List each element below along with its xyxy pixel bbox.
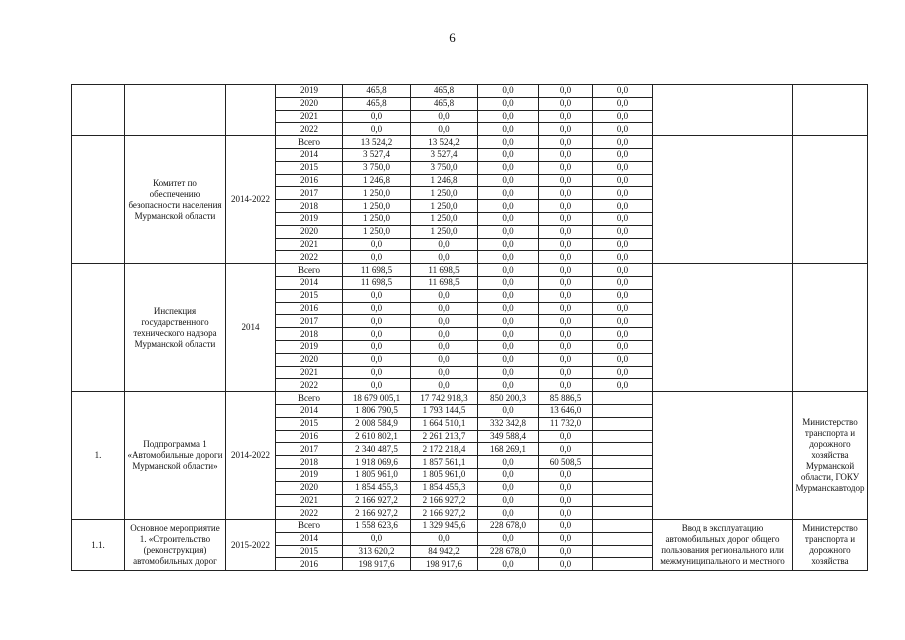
value-cell: 13 524,2 (411, 136, 478, 149)
year-cell: 2019 (276, 212, 343, 225)
value-cell: 0,0 (593, 174, 653, 187)
value-cell: 0,0 (539, 520, 593, 533)
value-cell: 0,0 (343, 379, 411, 392)
value-cell: 1 854 455,3 (411, 481, 478, 494)
value-cell: 0,0 (478, 494, 539, 507)
year-cell: 2020 (276, 97, 343, 110)
year-cell: 2020 (276, 225, 343, 238)
value-cell: 0,0 (343, 238, 411, 251)
year-cell: 2014 (276, 532, 343, 545)
value-cell: 0,0 (539, 251, 593, 264)
year-cell: 2015 (276, 289, 343, 302)
period: 2014-2022 (226, 392, 276, 520)
value-cell: 17 742 918,3 (411, 392, 478, 405)
year-cell: 2014 (276, 148, 343, 161)
value-cell: 0,0 (539, 289, 593, 302)
page-number: 6 (449, 30, 456, 45)
value-cell: 0,0 (593, 276, 653, 289)
table-row (72, 85, 868, 98)
executor-cell: Министерство транспорта и дорожного хозяйства (793, 520, 868, 571)
value-cell: 1 806 790,5 (343, 404, 411, 417)
period (226, 85, 276, 136)
value-cell: 11 698,5 (411, 276, 478, 289)
value-cell: 1 857 561,1 (411, 456, 478, 469)
value-cell: 1 250,0 (411, 200, 478, 213)
value-cell: 0,0 (411, 289, 478, 302)
value-cell: 2 166 927,2 (343, 507, 411, 520)
goal-cell: Ввод в эксплуатацию автомобильных дорог общего пользования регионального или межмуниципального и местного (653, 520, 793, 571)
value-cell: 0,0 (478, 110, 539, 123)
goal-cell (653, 136, 793, 264)
value-cell: 1 246,8 (411, 174, 478, 187)
period: 2014-2022 (226, 136, 276, 264)
value-cell (593, 468, 653, 481)
value-cell: 465,8 (343, 85, 411, 98)
value-cell: 1 793 144,5 (411, 404, 478, 417)
value-cell: 228 678,0 (478, 545, 539, 558)
value-cell: 0,0 (593, 97, 653, 110)
year-cell: 2016 (276, 302, 343, 315)
value-cell: 168 269,1 (478, 443, 539, 456)
value-cell: 0,0 (593, 187, 653, 200)
year-cell: 2018 (276, 200, 343, 213)
executor-cell (793, 85, 868, 136)
value-cell (593, 520, 653, 533)
value-cell: 1 664 510,1 (411, 417, 478, 430)
year-cell: 2022 (276, 251, 343, 264)
executor-cell: Министерство транспорта и дорожного хозяйства Мурманской области, ГОКУ Мурманскавтодор (793, 392, 868, 520)
value-cell: 1 805 961,0 (343, 468, 411, 481)
value-cell: 0,0 (593, 148, 653, 161)
program-name: Основное мероприятие 1. «Строительство (реконструкция) автомобильных дорог (125, 520, 226, 571)
value-cell: 0,0 (593, 302, 653, 315)
value-cell: 0,0 (343, 340, 411, 353)
value-cell: 0,0 (593, 379, 653, 392)
value-cell: 0,0 (478, 468, 539, 481)
program-name: Комитет по обеспечению безопасности населения Мурманской области (125, 136, 226, 264)
value-cell: 0,0 (411, 328, 478, 341)
value-cell: 0,0 (539, 110, 593, 123)
value-cell: 0,0 (478, 289, 539, 302)
value-cell: 0,0 (593, 225, 653, 238)
budget-table (71, 84, 868, 571)
year-cell: 2020 (276, 481, 343, 494)
row-number (72, 85, 125, 136)
value-cell: 313 620,2 (343, 545, 411, 558)
value-cell: 0,0 (539, 174, 593, 187)
executor-cell (793, 264, 868, 392)
value-cell: 0,0 (411, 340, 478, 353)
table-row (72, 264, 868, 277)
value-cell: 0,0 (478, 481, 539, 494)
value-cell: 0,0 (593, 353, 653, 366)
value-cell: 0,0 (478, 302, 539, 315)
value-cell: 0,0 (478, 225, 539, 238)
value-cell: 0,0 (478, 456, 539, 469)
value-cell: 0,0 (343, 366, 411, 379)
year-cell: 2017 (276, 187, 343, 200)
value-cell: 0,0 (539, 507, 593, 520)
table-row (72, 136, 868, 149)
value-cell: 465,8 (411, 85, 478, 98)
value-cell: 1 246,8 (343, 174, 411, 187)
value-cell: 0,0 (411, 366, 478, 379)
year-cell: 2022 (276, 379, 343, 392)
value-cell: 0,0 (343, 353, 411, 366)
value-cell: 0,0 (539, 430, 593, 443)
value-cell: 3 527,4 (343, 148, 411, 161)
value-cell: 0,0 (593, 328, 653, 341)
value-cell: 0,0 (343, 289, 411, 302)
value-cell: 0,0 (539, 328, 593, 341)
value-cell: 0,0 (539, 212, 593, 225)
value-cell: 0,0 (343, 302, 411, 315)
value-cell (593, 404, 653, 417)
row-number: 1. (72, 392, 125, 520)
value-cell: 349 588,4 (478, 430, 539, 443)
value-cell: 1 558 623,6 (343, 520, 411, 533)
value-cell: 332 342,8 (478, 417, 539, 430)
value-cell: 1 329 945,6 (411, 520, 478, 533)
row-number: 1.1. (72, 520, 125, 571)
value-cell: 1 805 961,0 (411, 468, 478, 481)
year-cell: 2022 (276, 123, 343, 136)
value-cell: 2 172 218,4 (411, 443, 478, 456)
year-cell: 2019 (276, 85, 343, 98)
year-cell: 2016 (276, 174, 343, 187)
year-cell: 2016 (276, 430, 343, 443)
value-cell: 0,0 (343, 315, 411, 328)
value-cell: 0,0 (539, 200, 593, 213)
value-cell: 0,0 (411, 302, 478, 315)
value-cell: 0,0 (539, 264, 593, 277)
value-cell: 0,0 (478, 238, 539, 251)
value-cell: 0,0 (411, 110, 478, 123)
value-cell: 0,0 (593, 251, 653, 264)
value-cell: 198 917,6 (411, 558, 478, 571)
value-cell: 0,0 (539, 136, 593, 149)
row-number (72, 264, 125, 392)
goal-cell (653, 392, 793, 520)
value-cell: 0,0 (411, 123, 478, 136)
value-cell: 0,0 (411, 251, 478, 264)
value-cell: 0,0 (478, 404, 539, 417)
value-cell: 0,0 (593, 315, 653, 328)
row-number (72, 136, 125, 264)
value-cell: 0,0 (343, 110, 411, 123)
year-cell: 2021 (276, 494, 343, 507)
value-cell (593, 456, 653, 469)
value-cell: 0,0 (478, 379, 539, 392)
value-cell: 1 250,0 (343, 225, 411, 238)
year-cell: 2019 (276, 340, 343, 353)
value-cell: 0,0 (478, 161, 539, 174)
value-cell: 0,0 (539, 366, 593, 379)
value-cell: 465,8 (411, 97, 478, 110)
value-cell: 0,0 (478, 148, 539, 161)
value-cell: 1 250,0 (343, 212, 411, 225)
value-cell: 0,0 (593, 212, 653, 225)
value-cell (593, 392, 653, 405)
year-cell: 2017 (276, 443, 343, 456)
value-cell: 1 250,0 (411, 187, 478, 200)
year-cell: 2015 (276, 161, 343, 174)
value-cell: 0,0 (539, 532, 593, 545)
value-cell: 3 527,4 (411, 148, 478, 161)
value-cell: 0,0 (411, 353, 478, 366)
table-row (72, 520, 868, 533)
value-cell: 3 750,0 (343, 161, 411, 174)
value-cell: 0,0 (539, 161, 593, 174)
value-cell: 0,0 (539, 353, 593, 366)
value-cell (593, 481, 653, 494)
value-cell: 0,0 (593, 340, 653, 353)
value-cell (593, 532, 653, 545)
value-cell: 1 250,0 (343, 200, 411, 213)
year-cell: 2016 (276, 558, 343, 571)
value-cell: 0,0 (539, 238, 593, 251)
value-cell (593, 507, 653, 520)
value-cell: 0,0 (343, 251, 411, 264)
value-cell: 198 917,6 (343, 558, 411, 571)
value-cell: 850 200,3 (478, 392, 539, 405)
value-cell: 0,0 (411, 315, 478, 328)
value-cell: 11 698,5 (411, 264, 478, 277)
value-cell: 2 008 584,9 (343, 417, 411, 430)
value-cell (593, 443, 653, 456)
value-cell: 0,0 (478, 85, 539, 98)
value-cell: 0,0 (478, 251, 539, 264)
value-cell: 2 261 213,7 (411, 430, 478, 443)
value-cell (593, 430, 653, 443)
value-cell: 0,0 (478, 276, 539, 289)
value-cell: 3 750,0 (411, 161, 478, 174)
year-cell: 2018 (276, 328, 343, 341)
value-cell: 2 166 927,2 (411, 494, 478, 507)
value-cell: 1 854 455,3 (343, 481, 411, 494)
value-cell: 11 732,0 (539, 417, 593, 430)
program-name (125, 85, 226, 136)
year-cell: 2017 (276, 315, 343, 328)
value-cell: 18 679 005,1 (343, 392, 411, 405)
value-cell: 84 942,2 (411, 545, 478, 558)
value-cell: 60 508,5 (539, 456, 593, 469)
value-cell: 0,0 (539, 225, 593, 238)
value-cell: 13 646,0 (539, 404, 593, 417)
value-cell: 0,0 (478, 123, 539, 136)
value-cell: 0,0 (411, 532, 478, 545)
value-cell: 0,0 (478, 212, 539, 225)
value-cell: 0,0 (478, 532, 539, 545)
year-cell: 2020 (276, 353, 343, 366)
program-name: Инспекция государственного технического надзора Мурманской области (125, 264, 226, 392)
value-cell: 11 698,5 (343, 264, 411, 277)
year-cell: Всего (276, 136, 343, 149)
year-cell: Всего (276, 392, 343, 405)
value-cell: 0,0 (478, 174, 539, 187)
value-cell: 0,0 (593, 136, 653, 149)
value-cell: 465,8 (343, 97, 411, 110)
value-cell: 0,0 (539, 481, 593, 494)
value-cell: 0,0 (539, 558, 593, 571)
year-cell: 2018 (276, 456, 343, 469)
executor-cell (793, 136, 868, 264)
value-cell: 0,0 (539, 468, 593, 481)
year-cell: 2021 (276, 110, 343, 123)
value-cell: 0,0 (593, 161, 653, 174)
value-cell: 1 918 069,6 (343, 456, 411, 469)
value-cell (593, 417, 653, 430)
value-cell: 0,0 (411, 379, 478, 392)
value-cell: 0,0 (343, 532, 411, 545)
value-cell: 0,0 (478, 264, 539, 277)
value-cell: 0,0 (539, 123, 593, 136)
year-cell: Всего (276, 520, 343, 533)
value-cell: 0,0 (539, 148, 593, 161)
value-cell (593, 494, 653, 507)
value-cell: 0,0 (478, 187, 539, 200)
value-cell: 85 886,5 (539, 392, 593, 405)
value-cell: 0,0 (478, 97, 539, 110)
year-cell: 2015 (276, 545, 343, 558)
value-cell: 0,0 (478, 340, 539, 353)
value-cell (593, 545, 653, 558)
year-cell: 2014 (276, 276, 343, 289)
value-cell: 0,0 (478, 366, 539, 379)
value-cell: 0,0 (478, 200, 539, 213)
goal-cell (653, 85, 793, 136)
year-cell: 2014 (276, 404, 343, 417)
value-cell: 0,0 (593, 366, 653, 379)
value-cell: 0,0 (539, 379, 593, 392)
value-cell: 0,0 (539, 315, 593, 328)
value-cell: 0,0 (478, 558, 539, 571)
year-cell: 2019 (276, 468, 343, 481)
value-cell: 0,0 (539, 187, 593, 200)
value-cell: 13 524,2 (343, 136, 411, 149)
value-cell: 0,0 (343, 328, 411, 341)
value-cell: 0,0 (593, 123, 653, 136)
value-cell: 0,0 (593, 264, 653, 277)
year-cell: 2021 (276, 366, 343, 379)
value-cell: 0,0 (593, 200, 653, 213)
value-cell: 2 340 487,5 (343, 443, 411, 456)
value-cell: 0,0 (593, 85, 653, 98)
value-cell: 2 166 927,2 (411, 507, 478, 520)
value-cell: 0,0 (539, 97, 593, 110)
value-cell: 1 250,0 (411, 212, 478, 225)
value-cell: 0,0 (539, 276, 593, 289)
value-cell: 0,0 (411, 238, 478, 251)
value-cell: 0,0 (593, 110, 653, 123)
value-cell: 0,0 (539, 340, 593, 353)
value-cell: 1 250,0 (411, 225, 478, 238)
value-cell: 2 610 802,1 (343, 430, 411, 443)
value-cell: 1 250,0 (343, 187, 411, 200)
value-cell: 2 166 927,2 (343, 494, 411, 507)
year-cell: 2015 (276, 417, 343, 430)
value-cell: 0,0 (343, 123, 411, 136)
value-cell: 0,0 (539, 85, 593, 98)
value-cell: 0,0 (478, 315, 539, 328)
value-cell: 0,0 (478, 507, 539, 520)
period: 2014 (226, 264, 276, 392)
year-cell: 2022 (276, 507, 343, 520)
period: 2015-2022 (226, 520, 276, 571)
table-row (72, 392, 868, 405)
value-cell: 0,0 (478, 328, 539, 341)
year-cell: 2021 (276, 238, 343, 251)
value-cell: 0,0 (478, 353, 539, 366)
value-cell: 0,0 (539, 302, 593, 315)
value-cell: 0,0 (478, 136, 539, 149)
value-cell: 0,0 (593, 289, 653, 302)
program-name: Подпрограмма 1 «Автомобильные дороги Мурманской области» (125, 392, 226, 520)
value-cell: 0,0 (539, 545, 593, 558)
goal-cell (653, 264, 793, 392)
value-cell: 0,0 (539, 443, 593, 456)
value-cell: 0,0 (593, 238, 653, 251)
year-cell: Всего (276, 264, 343, 277)
value-cell: 228 678,0 (478, 520, 539, 533)
value-cell: 0,0 (539, 494, 593, 507)
value-cell (593, 558, 653, 571)
value-cell: 11 698,5 (343, 276, 411, 289)
